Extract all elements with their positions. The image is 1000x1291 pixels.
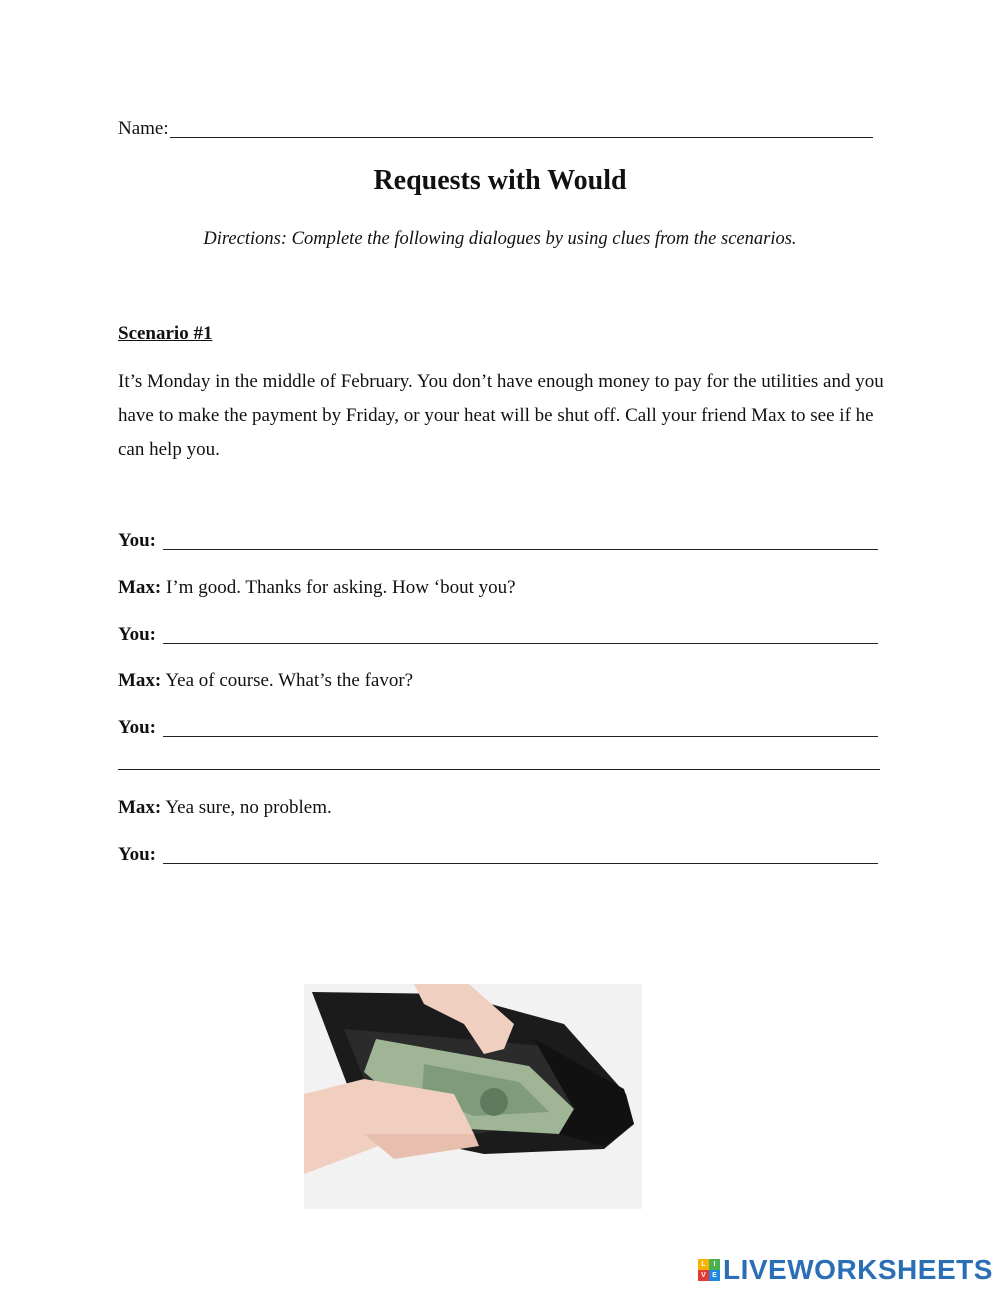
name-input-line[interactable] — [170, 137, 873, 138]
dialogue-line-4 — [118, 670, 413, 692]
dialogue-line-5 — [118, 717, 156, 739]
answer-line-3[interactable] — [163, 736, 878, 737]
scenario-heading: Scenario #1 — [118, 323, 213, 344]
directions-text: Directions: Complete the following dialogues by using clues from the scenarios. — [203, 229, 797, 249]
speaker-label: You: — [118, 530, 157, 551]
wallet-photo — [304, 984, 642, 1209]
page-title: Requests with Would — [373, 165, 627, 196]
dialogue-text: Yea of course. What’s the favor? — [165, 670, 414, 691]
speaker-label: You: — [118, 624, 157, 645]
brand-name: LIVEWORKSHEETS — [723, 1254, 993, 1285]
speaker-label: Max: — [118, 577, 162, 598]
speaker-label: You: — [118, 844, 157, 865]
liveworksheets-logo-icon: L I V E — [698, 1259, 720, 1281]
dialogue-line-2 — [118, 577, 516, 599]
dialogue-text: I’m good. Thanks for asking. How ‘bout you? — [166, 577, 516, 598]
answer-line-2[interactable] — [163, 643, 878, 644]
speaker-label: Max: — [118, 670, 162, 691]
dialogue-line-6 — [118, 797, 332, 819]
liveworksheets-brand — [698, 1254, 993, 1286]
answer-line-4[interactable] — [163, 863, 878, 864]
answer-line-3-continued[interactable] — [118, 769, 880, 770]
name-label: Name: — [118, 118, 169, 139]
dialogue-text: Yea sure, no problem. — [165, 797, 332, 818]
dialogue-line-7 — [118, 844, 156, 866]
dialogue-line-1 — [118, 530, 156, 552]
answer-line-1[interactable] — [163, 549, 878, 550]
dialogue-line-3 — [118, 624, 156, 646]
speaker-label: You: — [118, 717, 157, 738]
scenario-text: It’s Monday in the middle of February. You don’t have enough money to pay for the utilities and you have to make the payment by Friday, or your heat will be shut off. Call your friend Max to see if he can help you. — [118, 371, 884, 460]
speaker-label: Max: — [118, 797, 162, 818]
